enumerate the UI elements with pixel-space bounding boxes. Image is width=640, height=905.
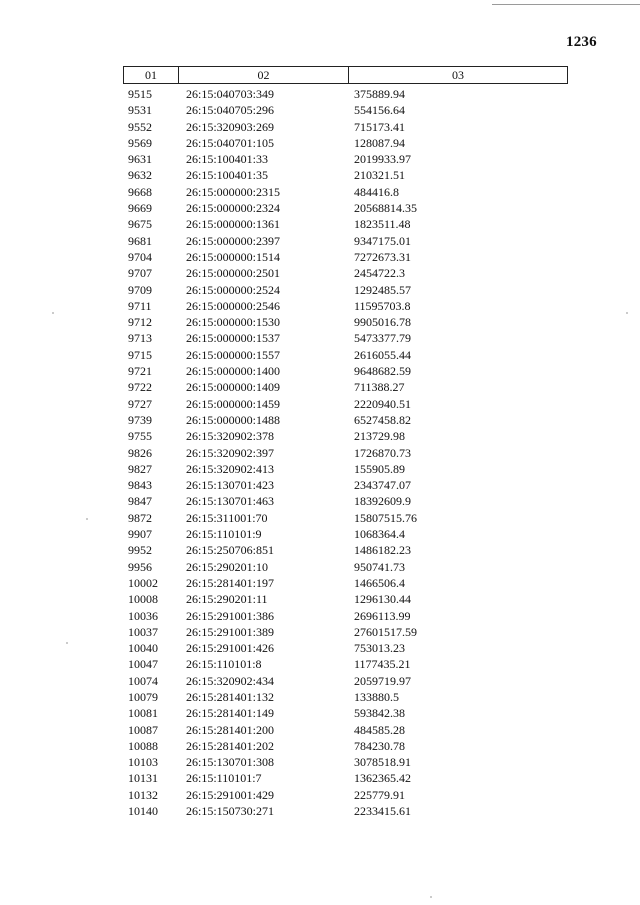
cell-02: 26:15:000000:2524 <box>186 282 281 297</box>
cell-01: 10131 <box>128 771 158 786</box>
cell-02: 26:15:281401:202 <box>186 738 275 753</box>
cell-02: 26:15:281401:149 <box>186 706 275 721</box>
cell-01: 9531 <box>128 103 152 118</box>
cell-02: 26:15:000000:1557 <box>186 347 281 362</box>
table-row <box>123 526 568 542</box>
table-row <box>123 738 568 754</box>
table-row <box>123 624 568 640</box>
cell-03: 7272673.31 <box>354 249 411 264</box>
table-row <box>123 591 568 607</box>
cell-03: 711388.27 <box>354 380 405 395</box>
cell-02: 26:15:320903:269 <box>186 119 275 134</box>
cell-01: 9712 <box>128 315 152 330</box>
header-col-01: 01 <box>124 67 179 83</box>
scan-speck <box>52 312 54 314</box>
table-row <box>123 689 568 705</box>
cell-03: 2616055.44 <box>354 347 411 362</box>
table-row <box>123 216 568 232</box>
table-row <box>123 477 568 493</box>
table-row <box>123 542 568 558</box>
cell-02: 26:15:291001:386 <box>186 608 275 623</box>
cell-03: 1177435.21 <box>354 657 411 672</box>
cell-02: 26:15:040705:296 <box>186 103 275 118</box>
cell-01: 9515 <box>128 87 152 101</box>
cell-02: 26:15:000000:1488 <box>186 412 281 427</box>
table-row <box>123 379 568 395</box>
cell-03: 484416.8 <box>354 184 399 199</box>
cell-02: 26:15:320902:397 <box>186 445 275 460</box>
table-row <box>123 640 568 656</box>
cell-01: 9907 <box>128 527 152 542</box>
cell-01: 9872 <box>128 510 152 525</box>
cell-02: 26:15:000000:1537 <box>186 331 281 346</box>
table-row <box>123 249 568 265</box>
cell-01: 9681 <box>128 233 152 248</box>
cell-01: 10103 <box>128 755 158 770</box>
cell-01: 9631 <box>128 152 152 167</box>
cell-03: 2343747.07 <box>354 478 411 493</box>
table-row <box>123 510 568 526</box>
scan-speck <box>86 518 88 520</box>
table-row <box>123 559 568 575</box>
cell-01: 9668 <box>128 184 152 199</box>
table-row <box>123 396 568 412</box>
table-body <box>123 86 568 819</box>
table-row <box>123 347 568 363</box>
cell-02: 26:15:290201:10 <box>186 559 269 574</box>
table-row <box>123 330 568 346</box>
cell-02: 26:15:281401:197 <box>186 575 275 590</box>
table-row <box>123 722 568 738</box>
cell-01: 10088 <box>128 738 158 753</box>
cell-01: 10040 <box>128 641 158 656</box>
cell-03: 715173.41 <box>354 119 405 134</box>
table-row <box>123 770 568 786</box>
cell-03: 11595703.8 <box>354 298 411 313</box>
cell-03: 2233415.61 <box>354 804 411 819</box>
cell-01: 9715 <box>128 347 152 362</box>
cell-02: 26:15:281401:200 <box>186 722 275 737</box>
page-number: 1236 <box>566 34 597 50</box>
cell-02: 26:15:130701:423 <box>186 478 275 493</box>
cell-03: 1466506.4 <box>354 575 405 590</box>
cell-02: 26:15:000000:1400 <box>186 364 281 379</box>
cell-01: 10002 <box>128 575 158 590</box>
cell-02: 26:15:000000:2501 <box>186 266 281 281</box>
table-row <box>123 754 568 770</box>
cell-02: 26:15:320902:413 <box>186 461 275 476</box>
cell-02: 26:15:000000:2324 <box>186 201 281 216</box>
cell-01: 9552 <box>128 119 152 134</box>
table-row <box>123 135 568 151</box>
cell-03: 1823511.48 <box>354 217 411 232</box>
cell-03: 15807515.76 <box>354 510 417 525</box>
cell-03: 9905016.78 <box>354 315 411 330</box>
cell-03: 753013.23 <box>354 641 405 656</box>
cell-02: 26:15:130701:308 <box>186 755 275 770</box>
cell-02: 26:15:000000:1459 <box>186 396 281 411</box>
cell-02: 26:15:250706:851 <box>186 543 275 558</box>
table-row <box>123 803 568 819</box>
cell-03: 225779.91 <box>354 787 405 802</box>
cell-03: 554156.64 <box>354 103 405 118</box>
cell-01: 10132 <box>128 787 158 802</box>
cell-01: 10140 <box>128 804 158 819</box>
cell-03: 2696113.99 <box>354 608 411 623</box>
table-row <box>123 184 568 200</box>
cell-03: 27601517.59 <box>354 624 417 639</box>
cell-03: 210321.51 <box>354 168 405 183</box>
cell-01: 9721 <box>128 364 152 379</box>
table-row <box>123 493 568 509</box>
table-row <box>123 363 568 379</box>
cell-03: 2220940.51 <box>354 396 411 411</box>
table-row <box>123 167 568 183</box>
cell-02: 26:15:040703:349 <box>186 87 275 101</box>
cell-02: 26:15:291001:426 <box>186 641 275 656</box>
cell-01: 9827 <box>128 461 152 476</box>
cell-03: 784230.78 <box>354 738 405 753</box>
cell-01: 9632 <box>128 168 152 183</box>
cell-01: 9707 <box>128 266 152 281</box>
cell-03: 6527458.82 <box>354 412 411 427</box>
cell-02: 26:15:000000:2315 <box>186 184 281 199</box>
cell-03: 484585.28 <box>354 722 405 737</box>
scan-speck <box>66 642 68 644</box>
cell-02: 26:15:130701:463 <box>186 494 275 509</box>
cell-01: 9952 <box>128 543 152 558</box>
cell-01: 10037 <box>128 624 158 639</box>
cell-03: 9648682.59 <box>354 364 411 379</box>
cell-02: 26:15:110101:9 <box>186 527 262 542</box>
cell-01: 9669 <box>128 201 152 216</box>
scan-speck <box>430 896 432 898</box>
cell-03: 1068364.4 <box>354 527 405 542</box>
table-row <box>123 151 568 167</box>
cell-01: 10047 <box>128 657 158 672</box>
table-row <box>123 412 568 428</box>
cell-02: 26:15:110101:7 <box>186 771 262 786</box>
cell-02: 26:15:110101:8 <box>186 657 262 672</box>
cell-01: 9826 <box>128 445 152 460</box>
cell-03: 2454722.3 <box>354 266 405 281</box>
cell-01: 9713 <box>128 331 152 346</box>
cell-02: 26:15:000000:1361 <box>186 217 281 232</box>
cell-02: 26:15:320902:434 <box>186 673 275 688</box>
cell-02: 26:15:100401:35 <box>186 168 269 183</box>
cell-01: 9675 <box>128 217 152 232</box>
cell-01: 9739 <box>128 412 152 427</box>
cell-03: 128087.94 <box>354 135 405 150</box>
header-col-03: 03 <box>452 68 464 82</box>
cell-03: 2019933.97 <box>354 152 411 167</box>
table-row <box>123 314 568 330</box>
cell-03: 375889.94 <box>354 87 405 101</box>
table-row <box>123 705 568 721</box>
table-row <box>123 200 568 216</box>
cell-01: 9704 <box>128 249 152 264</box>
cell-02: 26:15:000000:1530 <box>186 315 281 330</box>
cell-03: 3078518.91 <box>354 755 411 770</box>
cell-03: 18392609.9 <box>354 494 411 509</box>
table-row <box>123 282 568 298</box>
table-row <box>123 445 568 461</box>
cell-03: 213729.98 <box>354 429 405 444</box>
cell-01: 9755 <box>128 429 152 444</box>
cell-02: 26:15:281401:132 <box>186 689 275 704</box>
cell-03: 593842.38 <box>354 706 405 721</box>
cell-02: 26:15:000000:1514 <box>186 249 281 264</box>
cell-01: 9727 <box>128 396 152 411</box>
cell-02: 26:15:000000:2397 <box>186 233 281 248</box>
cell-01: 10079 <box>128 689 158 704</box>
cell-03: 133880.5 <box>354 689 399 704</box>
table-row <box>123 86 568 102</box>
cell-01: 10008 <box>128 592 158 607</box>
header-col-02: 02 <box>179 67 349 83</box>
cell-03: 1292485.57 <box>354 282 411 297</box>
cell-02: 26:15:040701:105 <box>186 135 275 150</box>
cell-01: 10087 <box>128 722 158 737</box>
cell-02: 26:15:291001:429 <box>186 787 275 802</box>
cell-01: 10081 <box>128 706 158 721</box>
cell-03: 1296130.44 <box>354 592 411 607</box>
cell-01: 9709 <box>128 282 152 297</box>
scan-speck <box>626 312 628 314</box>
table-row <box>123 233 568 249</box>
cell-01: 9956 <box>128 559 152 574</box>
cell-03: 9347175.01 <box>354 233 411 248</box>
table-row <box>123 119 568 135</box>
table-row <box>123 575 568 591</box>
cell-03: 155905.89 <box>354 461 405 476</box>
cell-01: 9569 <box>128 135 152 150</box>
cell-03: 20568814.35 <box>354 201 417 216</box>
cell-01: 10074 <box>128 673 158 688</box>
table-row <box>123 298 568 314</box>
table-row <box>123 265 568 281</box>
cell-03: 950741.73 <box>354 559 405 574</box>
cell-01: 9847 <box>128 494 152 509</box>
table-row <box>123 608 568 624</box>
cell-03: 1362365.42 <box>354 771 411 786</box>
cell-01: 9722 <box>128 380 152 395</box>
cell-02: 26:15:000000:2546 <box>186 298 281 313</box>
cell-03: 1726870.73 <box>354 445 411 460</box>
top-rule <box>492 4 640 5</box>
cell-02: 26:15:311001:70 <box>186 510 268 525</box>
cell-01: 9843 <box>128 478 152 493</box>
cell-01: 9711 <box>128 298 152 313</box>
cell-02: 26:15:320902:378 <box>186 429 275 444</box>
cell-02: 26:15:291001:389 <box>186 624 275 639</box>
cell-02: 26:15:100401:33 <box>186 152 269 167</box>
cell-02: 26:15:290201:11 <box>186 592 268 607</box>
cell-03: 2059719.97 <box>354 673 411 688</box>
table-row <box>123 787 568 803</box>
cell-01: 10036 <box>128 608 158 623</box>
cell-02: 26:15:000000:1409 <box>186 380 281 395</box>
table-header <box>123 66 568 84</box>
table-row <box>123 428 568 444</box>
table-row <box>123 673 568 689</box>
cell-03: 1486182.23 <box>354 543 411 558</box>
cell-02: 26:15:150730:271 <box>186 804 275 819</box>
table-row <box>123 461 568 477</box>
table-row <box>123 656 568 672</box>
cell-03: 5473377.79 <box>354 331 411 346</box>
table-row <box>123 102 568 118</box>
